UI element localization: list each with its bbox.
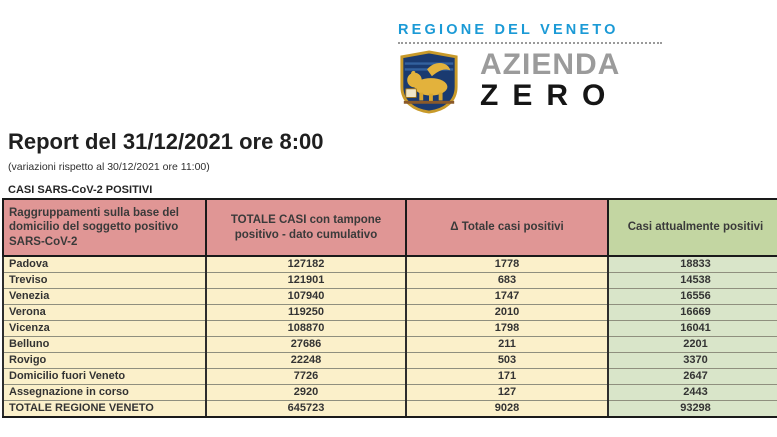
row-label: Verona <box>3 305 206 321</box>
cell-delta: 9028 <box>406 401 608 418</box>
row-label: Belluno <box>3 337 206 353</box>
table-row <box>3 337 777 353</box>
cell-total: 107940 <box>206 289 406 305</box>
cell-current: 14538 <box>608 273 777 289</box>
cell-current: 2647 <box>608 369 777 385</box>
page-subtitle: (variazioni rispetto al 30/12/2021 ore 11:00) <box>8 161 210 173</box>
cell-current: 16041 <box>608 321 777 337</box>
cell-delta: 171 <box>406 369 608 385</box>
azienda-zero-logo <box>398 22 698 114</box>
table-row <box>3 369 777 385</box>
cell-current: 2201 <box>608 337 777 353</box>
cell-total: 121901 <box>206 273 406 289</box>
header-total-cases: TOTALE CASI con tampone positivo - dato cumulativo <box>206 199 406 256</box>
table-header-row <box>3 199 777 256</box>
veneto-crest-icon <box>398 50 460 114</box>
cell-total: 27686 <box>206 337 406 353</box>
row-label: Domicilio fuori Veneto <box>3 369 206 385</box>
cell-total: 2920 <box>206 385 406 401</box>
cell-total: 127182 <box>206 256 406 273</box>
cell-delta: 2010 <box>406 305 608 321</box>
row-label: Assegnazione in corso <box>3 385 206 401</box>
header-delta-positives: Δ Totale casi positivi <box>406 199 608 256</box>
cell-current: 16669 <box>608 305 777 321</box>
cell-delta: 1778 <box>406 256 608 273</box>
cell-current: 2443 <box>608 385 777 401</box>
org-name-azienda: AZIENDA <box>480 48 621 81</box>
cell-current: 18833 <box>608 256 777 273</box>
table-row <box>3 353 777 369</box>
table-row <box>3 289 777 305</box>
cell-delta: 1798 <box>406 321 608 337</box>
cell-current: 16556 <box>608 289 777 305</box>
dotted-divider <box>398 42 662 44</box>
region-name-label: REGIONE DEL VENETO <box>398 22 619 38</box>
table-row <box>3 256 777 273</box>
row-label: Padova <box>3 256 206 273</box>
cell-delta: 211 <box>406 337 608 353</box>
cell-current: 93298 <box>608 401 777 418</box>
table-row <box>3 385 777 401</box>
section-label: CASI SARS-CoV-2 POSITIVI <box>8 184 153 196</box>
cell-total: 119250 <box>206 305 406 321</box>
row-label: Venezia <box>3 289 206 305</box>
table-row <box>3 321 777 337</box>
row-label: TOTALE REGIONE VENETO <box>3 401 206 418</box>
cell-total: 22248 <box>206 353 406 369</box>
table-row-total <box>3 401 777 418</box>
cell-current: 3370 <box>608 353 777 369</box>
table-row <box>3 305 777 321</box>
cell-total: 108870 <box>206 321 406 337</box>
cell-delta: 127 <box>406 385 608 401</box>
header-groupings: Raggruppamenti sulla base del domicilio del soggetto positivo SARS-CoV-2 <box>3 199 206 256</box>
cases-table <box>2 198 777 418</box>
row-label: Vicenza <box>3 321 206 337</box>
cell-delta: 1747 <box>406 289 608 305</box>
table-row <box>3 273 777 289</box>
cell-total: 645723 <box>206 401 406 418</box>
row-label: Rovigo <box>3 353 206 369</box>
cell-delta: 503 <box>406 353 608 369</box>
header-current-positives: Casi attualmente positivi <box>608 199 777 256</box>
row-label: Treviso <box>3 273 206 289</box>
page-title: Report del 31/12/2021 ore 8:00 <box>8 129 324 154</box>
org-name-zero: ZERO <box>480 79 620 112</box>
cell-total: 7726 <box>206 369 406 385</box>
cell-delta: 683 <box>406 273 608 289</box>
